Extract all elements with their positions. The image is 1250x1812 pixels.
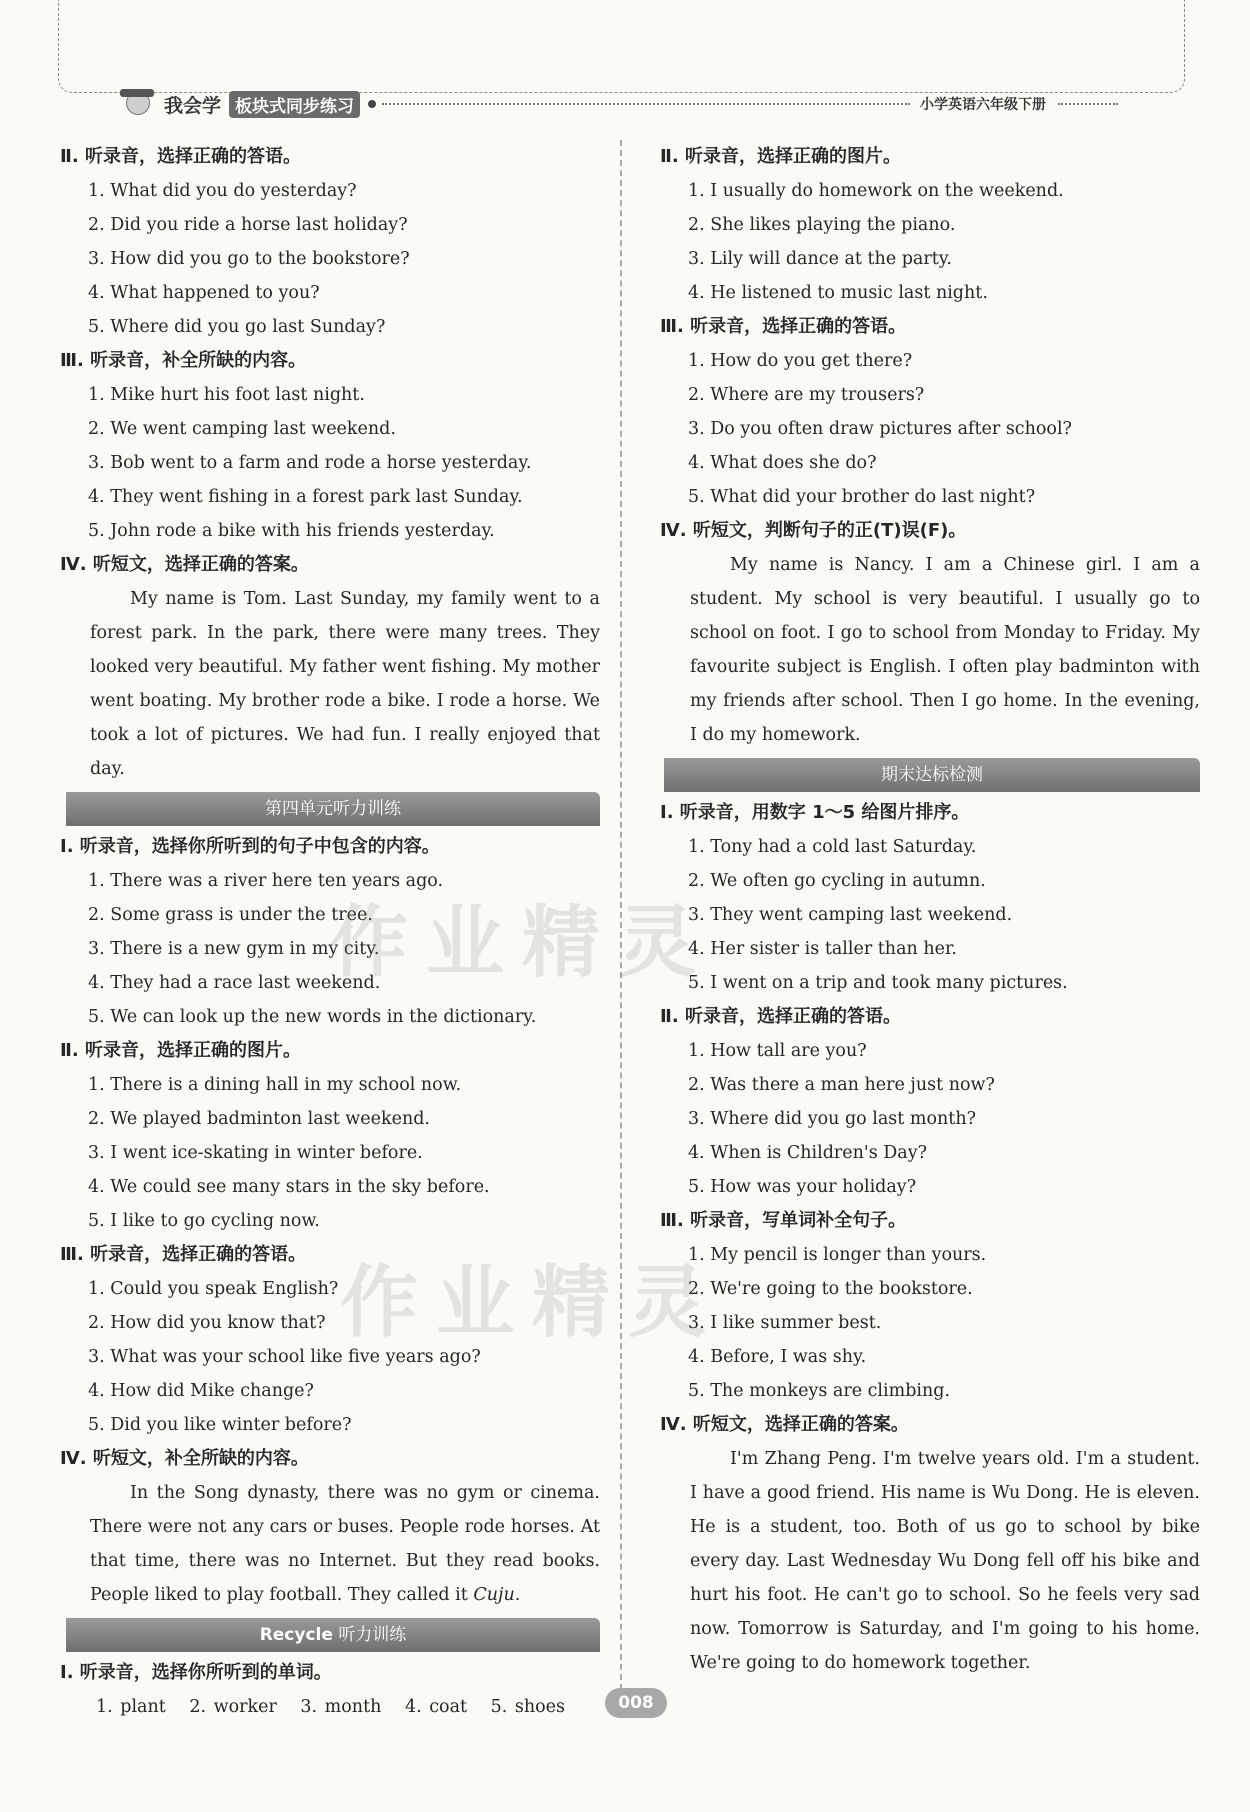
book-title: 小学英语六年级下册 — [920, 97, 1046, 113]
list-item: 3. I like summer best. — [688, 1313, 882, 1333]
list-item: 5. I went on a trip and took many pictures. — [688, 973, 1068, 993]
list-item: 4. They had a race last weekend. — [88, 973, 381, 993]
list-item: 2. worker — [189, 1697, 277, 1717]
list-item: 3. They went camping last weekend. — [688, 905, 1013, 925]
section-title: Ⅱ. 听录音，选择正确的图片。 — [60, 1040, 301, 1061]
list-item: 3. month — [300, 1697, 382, 1717]
section-title: Ⅳ. 听短文，选择正确的答案。 — [60, 554, 309, 575]
list-item: 2. We played badminton last weekend. — [88, 1109, 430, 1129]
passage: I'm Zhang Peng. I'm twelve years old. I'm a student. I have a good friend. His name is Wu Dong. He is eleven. He is a student, too. Both of us go to school by bike every day. Last Wednesday Wu Dong fell off his bike and hurt his foot. He can't go to school. So he feels very sad now. Tomorrow is Saturday, and I'm going to his home. We're going to do homework together. — [690, 1449, 1200, 1673]
section-title: Ⅳ. 听短文，选择正确的答案。 — [660, 1414, 909, 1435]
passage: In the Song dynasty, there was no gym or cinema. There were not any cars or buses. People rode horses. At that time, there was no Internet. But they read books. People liked to play football. They called it Cuju. — [90, 1483, 600, 1605]
section-title: Ⅰ. 听录音，选择你所听到的句子中包含的内容。 — [60, 836, 440, 857]
section-title: Ⅲ. 听录音，写单词补全句子。 — [660, 1210, 907, 1231]
list-item: 1. Tony had a cold last Saturday. — [688, 837, 977, 857]
list-item: 1. How do you get there? — [688, 351, 913, 371]
unit-band: 第四单元听力训练 — [66, 792, 600, 826]
list-item: 3. How did you go to the bookstore? — [88, 249, 410, 269]
watermark: 作业精灵 — [330, 898, 715, 988]
section-title: Ⅱ. 听录音，选择正确的答语。 — [60, 146, 301, 167]
list-item: 3. There is a new gym in my city. — [88, 939, 380, 959]
list-item: 1. I usually do homework on the weekend. — [688, 181, 1064, 201]
list-item: 3. Lily will dance at the party. — [688, 249, 952, 269]
list-item: 2. We often go cycling in autumn. — [688, 871, 986, 891]
section-title: Ⅱ. 听录音，选择正确的答语。 — [660, 1006, 901, 1027]
list-item: 1. How tall are you? — [688, 1041, 867, 1061]
mascot-icon — [118, 89, 160, 119]
header-frame — [58, 0, 1185, 93]
list-item: 3. Do you often draw pictures after school? — [688, 419, 1072, 439]
list-item: 4. What happened to you? — [88, 283, 320, 303]
list-item: 4. When is Children's Day? — [688, 1143, 927, 1163]
list-item: 3. What was your school like five years ago? — [88, 1347, 481, 1367]
list-item: 5. What did your brother do last night? — [688, 487, 1036, 507]
section-title: Ⅳ. 听短文，判断句子的正(T)误(F)。 — [660, 520, 967, 541]
watermark: 作业精灵 — [340, 1258, 725, 1348]
page-number: 008 — [605, 1688, 667, 1718]
list-item: 5. I like to go cycling now. — [88, 1211, 320, 1231]
section-title: Ⅳ. 听短文，补全所缺的内容。 — [60, 1448, 309, 1469]
list-item: 3. Where did you go last month? — [688, 1109, 976, 1129]
dotted-divider — [382, 103, 910, 105]
list-item: 5. We can look up the new words in the dictionary. — [88, 1007, 537, 1027]
passage: My name is Tom. Last Sunday, my family went to a forest park. In the park, there were many trees. They looked very beautiful. My father went fishing. My mother went boating. My brother rode a bike. I rode a horse. We took a lot of pictures. We had fun. I really enjoyed that day. — [90, 589, 600, 779]
list-item: 2. Some grass is under the tree. — [88, 905, 373, 925]
list-item: 1. My pencil is longer than yours. — [688, 1245, 987, 1265]
list-item: 5. John rode a bike with his friends yesterday. — [88, 521, 495, 541]
section-title: Ⅰ. 听录音，选择你所听到的单词。 — [60, 1662, 332, 1683]
list-item: 2. She likes playing the piano. — [688, 215, 956, 235]
passage: My name is Nancy. I am a Chinese girl. I am a student. My school is very beautiful. I usually go to school on foot. I go to school from Monday to Friday. My favourite subject is English. I often play badminton with my friends after school. Then I go home. In the evening, I do my homework. — [690, 555, 1200, 745]
dotted-divider-right — [1058, 103, 1118, 105]
list-item: 4. coat — [404, 1697, 468, 1717]
word-list — [60, 1690, 600, 1724]
header-bar — [118, 88, 1118, 120]
list-item: 4. How did Mike change? — [88, 1381, 314, 1401]
list-item: 1. What did you do yesterday? — [88, 181, 357, 201]
list-item: 4. We could see many stars in the sky before. — [88, 1177, 490, 1197]
list-item: 3. I went ice-skating in winter before. — [88, 1143, 423, 1163]
list-item: 2. Where are my trousers? — [688, 385, 925, 405]
list-item: 1. Mike hurt his foot last night. — [88, 385, 365, 405]
section-title: Ⅱ. 听录音，选择正确的图片。 — [660, 146, 901, 167]
list-item: 1. Could you speak English? — [88, 1279, 339, 1299]
list-item: 5. Did you like winter before? — [88, 1415, 352, 1435]
list-item: 1. plant — [96, 1697, 166, 1717]
list-item: 4. They went fishing in a forest park last Sunday. — [88, 487, 523, 507]
list-item: 3. Bob went to a farm and rode a horse yesterday. — [88, 453, 532, 473]
list-item: 5. The monkeys are climbing. — [688, 1381, 951, 1401]
recycle-band: Recycle 听力训练 — [66, 1618, 600, 1652]
section-title: Ⅲ. 听录音，补全所缺的内容。 — [60, 350, 307, 371]
list-item: 1. There was a river here ten years ago. — [88, 871, 444, 891]
list-item: 5. shoes — [490, 1697, 565, 1717]
dot-icon — [368, 100, 376, 108]
list-item: 4. What does she do? — [688, 453, 877, 473]
section-title: Ⅲ. 听录音，选择正确的答语。 — [660, 316, 907, 337]
list-item: 5. Where did you go last Sunday? — [88, 317, 386, 337]
list-item: 5. How was your holiday? — [688, 1177, 917, 1197]
brand-name: 我会学 — [164, 94, 222, 117]
list-item: 2. We're going to the bookstore. — [688, 1279, 973, 1299]
list-item: 2. How did you know that? — [88, 1313, 326, 1333]
list-item: 4. Her sister is taller than her. — [688, 939, 957, 959]
list-item: 2. Did you ride a horse last holiday? — [88, 215, 408, 235]
list-item: 4. He listened to music last night. — [688, 283, 988, 303]
section-title: Ⅲ. 听录音，选择正确的答语。 — [60, 1244, 307, 1265]
list-item: 4. Before, I was shy. — [688, 1347, 867, 1367]
section-title: Ⅰ. 听录音，用数字 1～5 给图片排序。 — [660, 802, 970, 823]
list-item: 2. Was there a man here just now? — [688, 1075, 995, 1095]
series-name: 板块式同步练习 — [229, 91, 360, 118]
test-band: 期末达标检测 — [664, 758, 1200, 792]
list-item: 2. We went camping last weekend. — [88, 419, 396, 439]
right-column — [660, 140, 1200, 1680]
list-item: 1. There is a dining hall in my school now. — [88, 1075, 462, 1095]
